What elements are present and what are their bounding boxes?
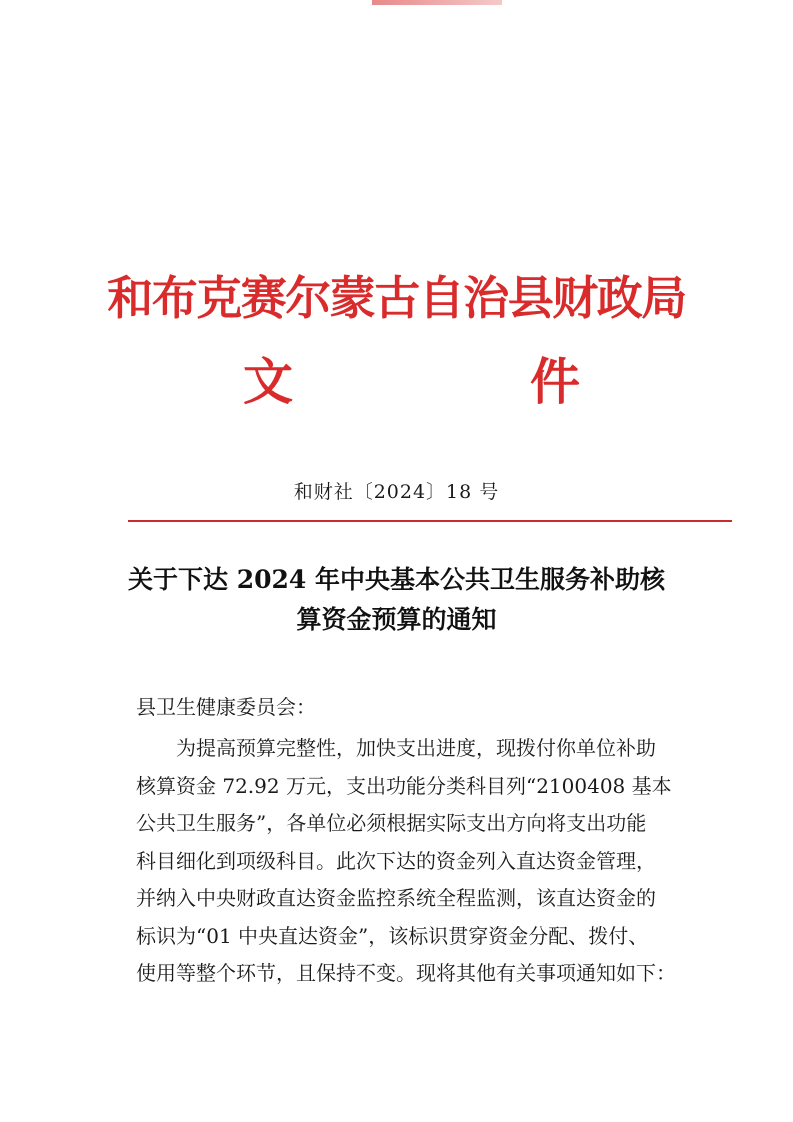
top-edge-mark bbox=[372, 0, 502, 5]
document-word-jian: 件 bbox=[530, 353, 580, 411]
body-line-4: 科目细化到项级科目。此次下达的资金列入直达资金管理， bbox=[136, 848, 656, 873]
issuing-authority-title: 和布克赛尔蒙古自治县财政局 bbox=[107, 271, 686, 325]
body-line-7: 使用等整个环节，且保持不变。现将其他有关事项通知如下： bbox=[136, 961, 676, 985]
body-paragraph bbox=[136, 730, 706, 993]
notice-title-line-2: 算资金预算的通知 bbox=[296, 605, 497, 634]
body-line-6: 标识为“01 中央直达资金”，该标识贯穿资金分配、拨付、 bbox=[136, 923, 649, 948]
body-line-1: 为提高预算完整性，加快支出进度，现拨付你单位补助 bbox=[176, 736, 656, 760]
body-line-5: 并纳入中央财政直达资金监控系统全程监测，该直达资金的 bbox=[136, 886, 656, 910]
document-number: 和财社〔2024〕18 号 bbox=[293, 481, 500, 503]
body-line-3: 公共卫生服务”，各单位必须根据实际支出方向将支出功能 bbox=[136, 811, 647, 835]
body-line-2: 核算资金 72.92 万元，支出功能分类科目列“2100408 基本 bbox=[136, 773, 672, 798]
addressee: 县卫生健康委员会： bbox=[136, 695, 316, 719]
document-word-wen: 文 bbox=[243, 353, 293, 411]
notice-title-line-1: 关于下达 2024 年中央基本公共卫生服务补助核 bbox=[128, 565, 665, 594]
red-separator-line bbox=[128, 520, 732, 522]
notice-title bbox=[100, 560, 693, 640]
